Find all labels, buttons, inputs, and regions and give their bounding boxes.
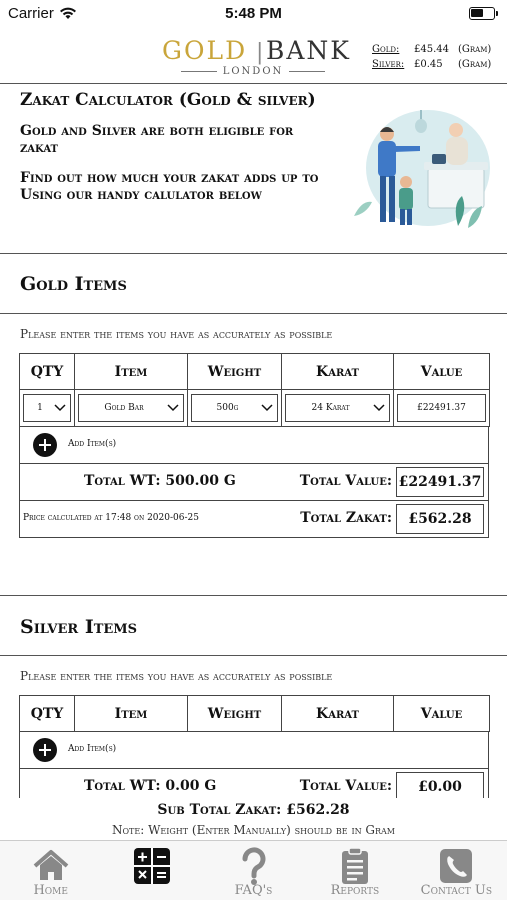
col-item: Item — [75, 354, 188, 390]
total-value-label: Total Value: — [299, 473, 392, 489]
qty-value: 1 — [37, 403, 43, 413]
logo-bank: BANK — [266, 36, 351, 65]
question-icon — [234, 847, 274, 885]
silver-section-title: Silver Items — [20, 616, 138, 638]
tab-faqs[interactable] — [203, 841, 304, 900]
tab-home[interactable] — [0, 841, 101, 900]
chevron-down-icon — [373, 401, 385, 413]
intro-section — [0, 84, 507, 254]
price-unit: (Gram) — [458, 59, 492, 70]
tab-calculator[interactable] — [101, 841, 202, 900]
price-label: Gold: — [372, 44, 400, 55]
calculator-icon — [132, 847, 172, 885]
item-value: Gold Bar — [104, 403, 144, 413]
qty-select[interactable] — [23, 394, 71, 422]
price-unit: (Gram) — [458, 44, 492, 55]
col-karat: Karat — [282, 696, 394, 732]
karat-select[interactable] — [285, 394, 390, 422]
chevron-down-icon — [261, 401, 273, 413]
metal-prices — [372, 42, 491, 72]
silver-totals-row — [19, 769, 489, 799]
summary-footer — [0, 798, 507, 840]
zakat-illustration — [350, 106, 490, 234]
carrier-label: Carrier — [8, 5, 54, 22]
table-header-row — [20, 354, 490, 390]
page-title: Zakat Calculator (Gold & silver) — [20, 90, 316, 110]
tab-label: Contact Us — [420, 883, 492, 898]
gold-add-item-row[interactable] — [19, 427, 489, 464]
total-value-label: Total Value: — [299, 778, 392, 794]
total-zakat-label: Total Zakat: — [300, 510, 392, 526]
total-value: £22491.37 — [396, 467, 484, 497]
gold-hint: Please enter the items you have as accurately as possible — [20, 327, 333, 341]
price-value: £0.45 — [414, 59, 443, 70]
weight-select[interactable] — [191, 394, 278, 422]
price-timestamp: Price calculated at 17:48 on 2020-06-25 — [23, 513, 199, 523]
total-weight: Total WT: 0.00 G — [84, 778, 217, 794]
total-zakat: £562.28 — [396, 504, 484, 534]
divider — [0, 313, 507, 314]
col-weight: Weight — [188, 354, 282, 390]
intro-eligibility: Gold and Silver are both eligible for zakat — [20, 123, 294, 156]
value-field: £22491.37 — [397, 394, 486, 422]
add-item-label: Add Item(s) — [68, 439, 117, 449]
gold-totals-row — [19, 464, 489, 501]
app-header — [0, 30, 507, 84]
weight-note: Note: Weight (Enter Manually) should be in Gram — [111, 823, 395, 837]
total-value: £0.00 — [396, 772, 484, 799]
karat-value: 24 Karat — [311, 403, 350, 413]
logo-gold: GOLD — [162, 36, 248, 65]
gold-section-title: Gold Items — [20, 273, 127, 295]
logo-city: LONDON — [160, 66, 346, 77]
tab-bar — [0, 840, 507, 900]
phone-icon — [436, 847, 476, 885]
col-qty: QTY — [20, 696, 75, 732]
price-value: £45.44 — [414, 44, 449, 55]
table-header-row — [20, 696, 490, 732]
chevron-down-icon — [167, 401, 179, 413]
item-select[interactable] — [78, 394, 184, 422]
col-item: Item — [75, 696, 188, 732]
silver-items-table — [19, 695, 490, 732]
intro-instructions: Find out how much your zakat adds up to Using our handy calulator below — [20, 170, 319, 203]
status-bar — [0, 0, 507, 30]
logo-separator: | — [256, 40, 266, 65]
price-row-gold — [372, 42, 491, 57]
tab-label: Reports — [330, 883, 380, 898]
add-icon[interactable] — [33, 738, 57, 762]
gold-zakat-row — [19, 501, 489, 538]
col-value: Value — [394, 354, 490, 390]
tab-reports[interactable] — [304, 841, 405, 900]
divider — [0, 655, 507, 656]
total-weight: Total WT: 500.00 G — [84, 473, 236, 489]
add-item-label: Add Item(s) — [68, 744, 117, 754]
tab-label: FAQ's — [234, 883, 273, 898]
clipboard-icon — [335, 847, 375, 885]
battery-icon — [469, 7, 495, 20]
silver-hint: Please enter the items you have as accurately as possible — [20, 669, 333, 683]
table-row — [20, 390, 490, 427]
col-karat: Karat — [282, 354, 394, 390]
weight-value: 500g — [216, 403, 239, 413]
tab-label: Home — [33, 883, 68, 898]
gold-items-table — [19, 353, 490, 427]
col-qty: QTY — [20, 354, 75, 390]
col-value: Value — [394, 696, 490, 732]
divider — [0, 595, 507, 596]
subtotal-zakat: Sub Total Zakat: £562.28 — [157, 802, 350, 818]
col-weight: Weight — [188, 696, 282, 732]
add-icon[interactable] — [33, 433, 57, 457]
tab-contact[interactable] — [406, 841, 507, 900]
price-label: Silver: — [372, 59, 405, 70]
brand-logo[interactable] — [160, 36, 351, 80]
price-row-silver — [372, 57, 491, 72]
home-icon — [31, 847, 71, 885]
silver-add-item-row[interactable] — [19, 732, 489, 769]
clock: 5:48 PM — [225, 5, 282, 22]
chevron-down-icon — [54, 401, 66, 413]
